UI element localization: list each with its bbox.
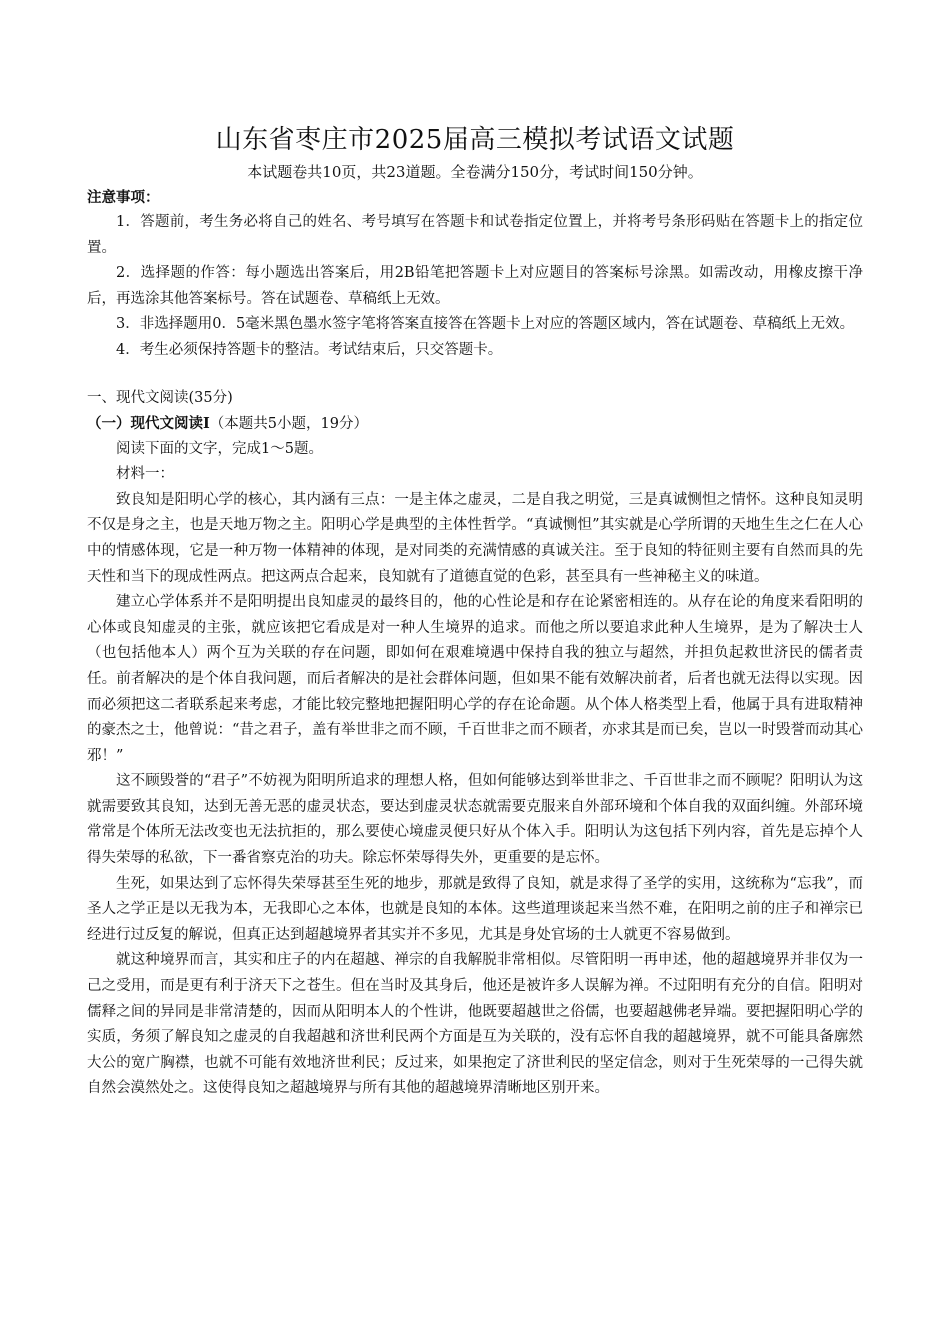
sub-section-title: （一）现代文阅读Ⅰ [87, 414, 210, 432]
reading-instruction: 阅读下面的文字，完成1～5题。 [116, 440, 323, 457]
notice-heading: 注意事项： [87, 189, 160, 206]
document-page [87, 120, 863, 1102]
exam-subtitle: 本试题卷共10页，共23道题。全卷满分150分，考试时间150分钟。 [247, 163, 703, 181]
notice-item: 2．选择题的作答：每小题选出答案后，用2B铅笔把答题卡上对应题目的答案标号涂黑。如需改动，用橡皮擦干净后，再选涂其他答案标号。答在试题卷、草稿纸上无效。 [87, 265, 863, 307]
section-heading: 一、现代文阅读(35分) [87, 389, 233, 406]
notice-item: 4．考生必须保持答题卡的整洁。考试结束后，只交答题卡。 [116, 341, 503, 358]
material-paragraph: 致良知是阳明心学的核心，其内涵有三点：一是主体之虚灵，二是自我之明觉，三是真诚恻怛之情怀。这种良知灵明不仅是身之主，也是天地万物之主。阳明心学是典型的主体性哲学。“真诚恻怛”其实就是心学所谓的天地生生之仁在人心中的情感体现，它是一种万物一体精神的体现，是对同类的充满情感的真诚关注。至于良知的特征则主要有自然而具的先天性和当下的现成性两点。把这两点合起来，良知就有了道德直觉的色彩，甚至具有一些神秘主义的味道。 [87, 491, 863, 585]
material-paragraph: 这不顾毁誉的“君子”不妨视为阳明所追求的理想人格，但如何能够达到举世非之、千百世非之而不顾呢？阳明认为这就需要致其良知，达到无善无恶的虚灵状态，要达到虚灵状态就需要克服来自外部环境和个体自我的双面纠缠。外部环境常常是个体所无法改变也无法抗拒的，那么要使心境虚灵便只好从个体入手。阳明认为这包括下列内容，首先是忘掉个人得失荣辱的私欲，下一番省察克治的功夫。除忘怀荣辱得失外，更重要的是忘怀。 [87, 773, 863, 867]
spacer [87, 364, 863, 386]
exam-title: 山东省枣庄市2025届高三模拟考试语文试题 [215, 125, 735, 155]
notice-item: 1．答题前，考生务必将自己的姓名、考号填写在答题卡和试卷指定位置上，并将考号条形码贴在答题卡上的指定位置。 [87, 214, 863, 256]
material-paragraph: 就这种境界而言，其实和庄子的内在超越、禅宗的自我解脱非常相似。尽管阳明一再申述，他的超越境界并非仅为一己之受用，而是更有利于济天下之苍生。但在当时及其身后，他还是被许多人误解为禅。不过阳明有充分的自信。阳明对儒释之间的异同是非常清楚的，因而从阳明本人的个性讲，他既要超越世之俗儒，也要超越佛老异端。要把握阳明心学的实质，务须了解良知之虚灵的自我超越和济世利民两个方面是互为关联的，没有忘怀自我的超越境界，就不可能具备廓然大公的宽广胸襟，也就不可能有效地济世利民；反过来，如果抱定了济世利民的坚定信念，则对于生死荣辱的一己得失就自然会漠然处之。这使得良知之超越境界与所有其他的超越境界清晰地区别开来。 [87, 952, 863, 1097]
material-paragraph: 生死，如果达到了忘怀得失荣辱甚至生死的地步，那就是致得了良知，就是求得了圣学的实用，这统称为“忘我”，而圣人之学正是以无我为本，无我即心之本体，也就是良知的本体。这些道理谈起来当然不难，在阳明之前的庄子和禅宗已经进行过反复的解说，但真正达到超越境界者其实并不多见，尤其是身处官场的士人就更不容易做到。 [87, 875, 863, 943]
sub-section-heading [87, 411, 863, 437]
material-label: 材料一： [116, 466, 174, 483]
sub-section-note: （本题共5小题，19分） [209, 415, 368, 432]
notice-item: 3．非选择题用0．5毫米黑色墨水签字笔将答案直接答在答题卡上对应的答题区域内，答在试题卷、草稿纸上无效。 [116, 316, 855, 333]
material-paragraph: 建立心学体系并不是阳明提出良知虚灵的最终目的，他的心性论是和存在论紧密相连的。从存在论的角度来看阳明的心体或良知虚灵的主张，就应该把它看成是对一种人生境界的追求。而他之所以要追求此种人生境界，是为了解决士人（也包括他本人）两个互为关联的存在问题，即如何在艰难境遇中保持自我的独立与超然，并担负起救世济民的儒者责任。前者解决的是个体自我问题，而后者解决的是社会群体问题，但如果不能有效解决前者，后者也就无法得以实现。因而必须把这二者联系起来考虑，才能比较完整地把握阳明心学的存在论命题。从个体人格类型上看，他属于具有进取精神的豪杰之士，他曾说：“昔之君子，盖有举世非之而不顾，千百世非之而不顾者，亦求其是而已矣，岂以一时毁誉而动其心邪！” [87, 594, 863, 764]
